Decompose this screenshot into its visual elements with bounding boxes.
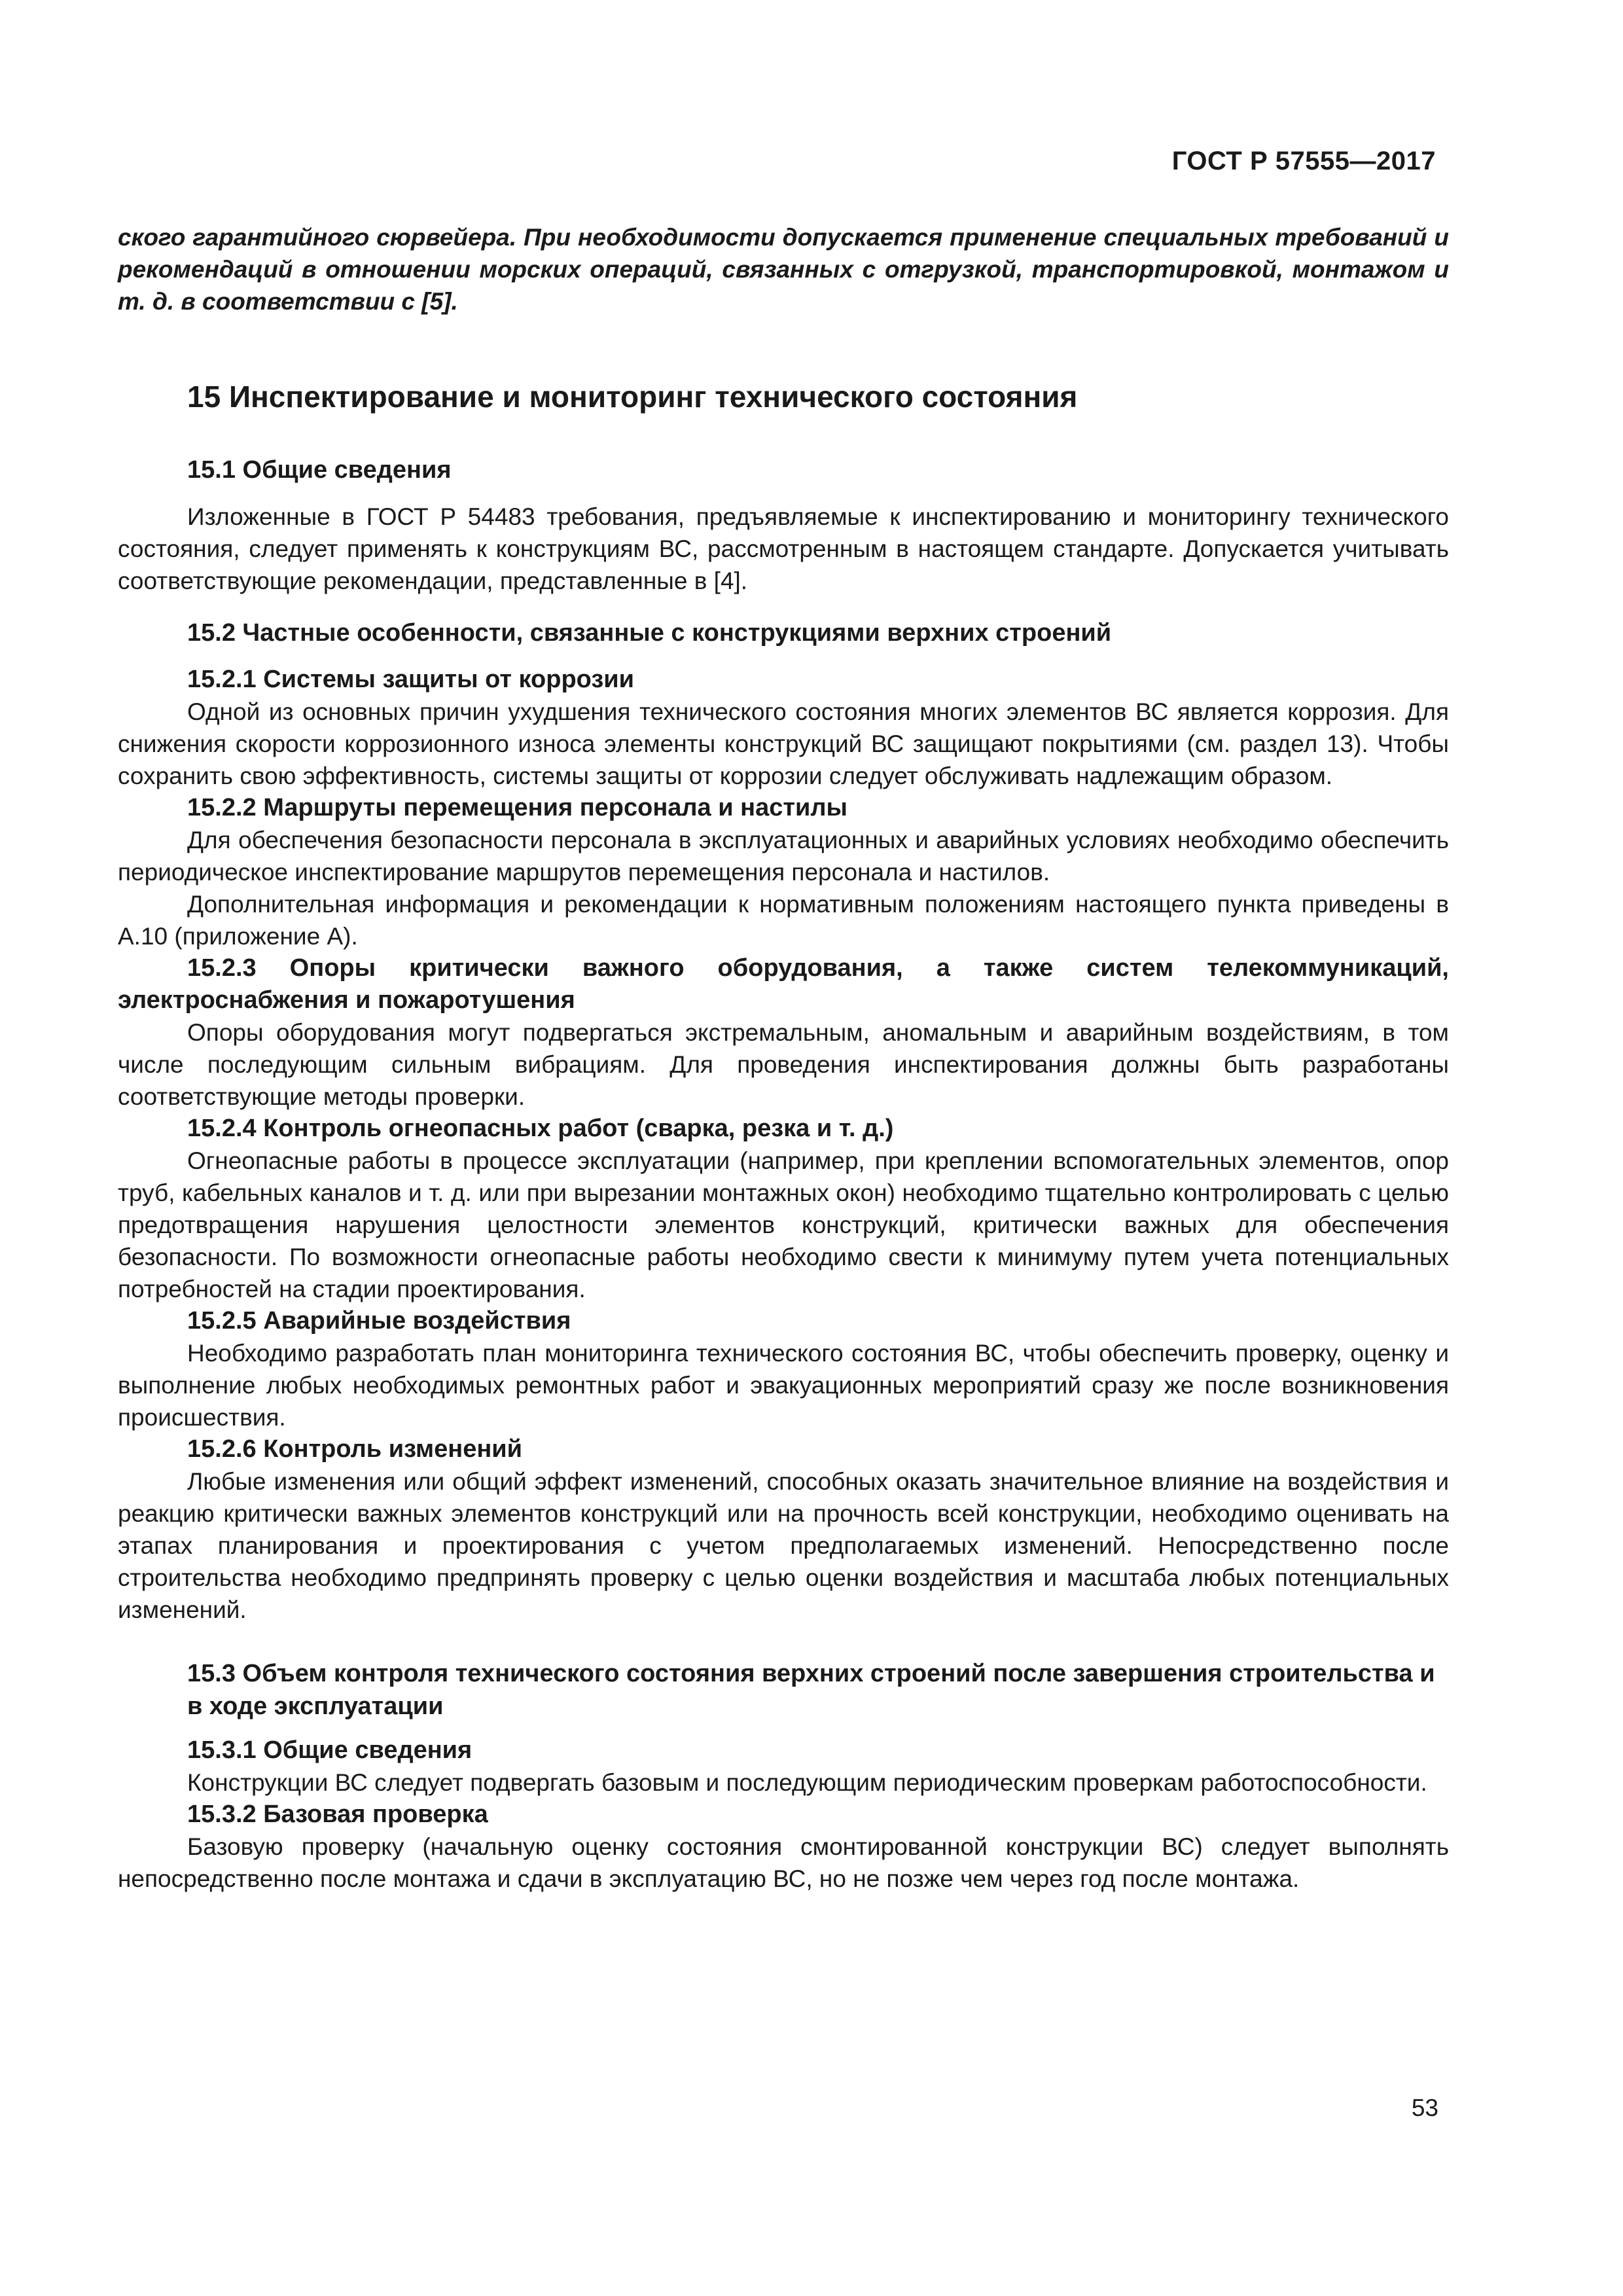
section-15-3-2-paragraph: Базовую проверку (начальную оценку состояния смонтированной конструкции ВС) следует выполнять непосредственно после монтажа и сдачи в эксплуатацию ВС, но не позже чем через год после монтажа. [118, 1833, 1449, 1892]
section-15-2-6-title: 15.2.6 Контроль изменений [187, 1435, 523, 1463]
page-number: 53 [1411, 2094, 1438, 2121]
document-body [118, 221, 1449, 1895]
section-15-2-5-paragraph: Необходимо разработать план мониторинга технического состояния ВС, чтобы обеспечить проверку, оценку и выполнение любых необходимых ремонтных работ и эвакуационных мероприятий сразу же после возникновения происшествия. [118, 1340, 1449, 1431]
section-15-2-title: 15.2 Частные особенности, связанные с конструкциями верхних строений [187, 619, 1112, 647]
section-15-1-title: 15.1 Общие сведения [187, 456, 452, 484]
section-15-3-1-paragraph: Конструкции ВС следует подвергать базовым и последующим периодическим проверкам работоспособности. [187, 1769, 1427, 1796]
section-15-2-2-paragraph-2: Дополнительная информация и рекомендации к нормативным положениям настоящего пункта приведены в А.10 (приложение А). [118, 891, 1449, 950]
section-15-2-3-title: 15.2.3 Опоры критически важного оборудования, а также систем телекоммуникаций, электроснабжения и пожаротушения [118, 954, 1449, 1014]
section-15-2-1-title: 15.2.1 Системы защиты от коррозии [187, 666, 634, 693]
section-15-title: 15 Инспектирование и мониторинг технического состояния [187, 380, 1078, 414]
section-15-1-paragraph: Изложенные в ГОСТ Р 54483 требования, предъявляемые к инспектированию и мониторингу технического состояния, следует применять к конструкциям ВС, рассмотренным в настоящем стандарте. Допускается учитывать соответствующие рекомендации, представленные в [4]. [118, 503, 1449, 594]
section-15-2-5-title: 15.2.5 Аварийные воздействия [187, 1307, 571, 1335]
section-15-2-4-paragraph: Огнеопасные работы в процессе эксплуатации (например, при креплении вспомогательных элементов, опор труб, кабельных каналов и т. д. или при вырезании монтажных окон) необходимо тщательно контролировать с целью предотвращения нарушения целостности элементов конструкций, критически важных для обеспечения безопасности. По возможности огнеопасные работы необходимо свести к минимуму путем учета потенциальных потребностей на стадии проектирования. [118, 1147, 1449, 1302]
section-15-3-1-title: 15.3.1 Общие сведения [187, 1736, 473, 1764]
section-15-3-2-title: 15.3.2 Базовая проверка [187, 1801, 488, 1828]
section-15-2-2-title: 15.2.2 Маршруты перемещения персонала и настилы [187, 794, 847, 821]
section-15-2-2-paragraph-1: Для обеспечения безопасности персонала в эксплуатационных и аварийных условиях необходимо обеспечить периодическое инспектирование маршрутов перемещения персонала и настилов. [118, 827, 1449, 886]
section-15-2-4-title: 15.2.4 Контроль огнеопасных работ (сварка, резка и т. д.) [187, 1115, 894, 1142]
section-15-2-1-paragraph: Одной из основных причин ухудшения технического состояния многих элементов ВС является коррозия. Для снижения скорости коррозионного износа элементы конструкций ВС защищают покрытиями (см. раздел 13). Чтобы сохранить свою эффективность, системы защиты от коррозии следует обслуживать надлежащим образом. [118, 698, 1449, 789]
section-15-2-3-paragraph: Опоры оборудования могут подвергаться экстремальным, аномальным и аварийным воздействиям, в том числе последующим сильным вибрациям. Для проведения инспектирования должны быть разработаны соответствующие методы проверки. [118, 1019, 1449, 1110]
section-15-3-title: 15.3 Объем контроля технического состояния верхних строений после завершения строительства и в ходе эксплуатации [187, 1660, 1435, 1720]
document-header: ГОСТ Р 57555—2017 [1171, 147, 1436, 175]
section-15-2-6-paragraph: Любые изменения или общий эффект изменений, способных оказать значительное влияние на воздействия и реакцию критически важных элементов конструкций или на прочность всей конструкции, необходимо оценивать на этапах планирования и проектирования с учетом предполагаемых изменений. Непосредственно после строительства необходимо предпринять проверку с целью оценки воздействия и масштаба любых потенциальных изменений. [118, 1468, 1449, 1623]
intro-paragraph: ского гарантийного сюрвейера. При необходимости допускается применение специальных требований и рекомендаций в отношении морских операций, связанных с отгрузкой, транспортировкой, монтажом и т. д. в соответствии с [5]. [118, 224, 1449, 315]
